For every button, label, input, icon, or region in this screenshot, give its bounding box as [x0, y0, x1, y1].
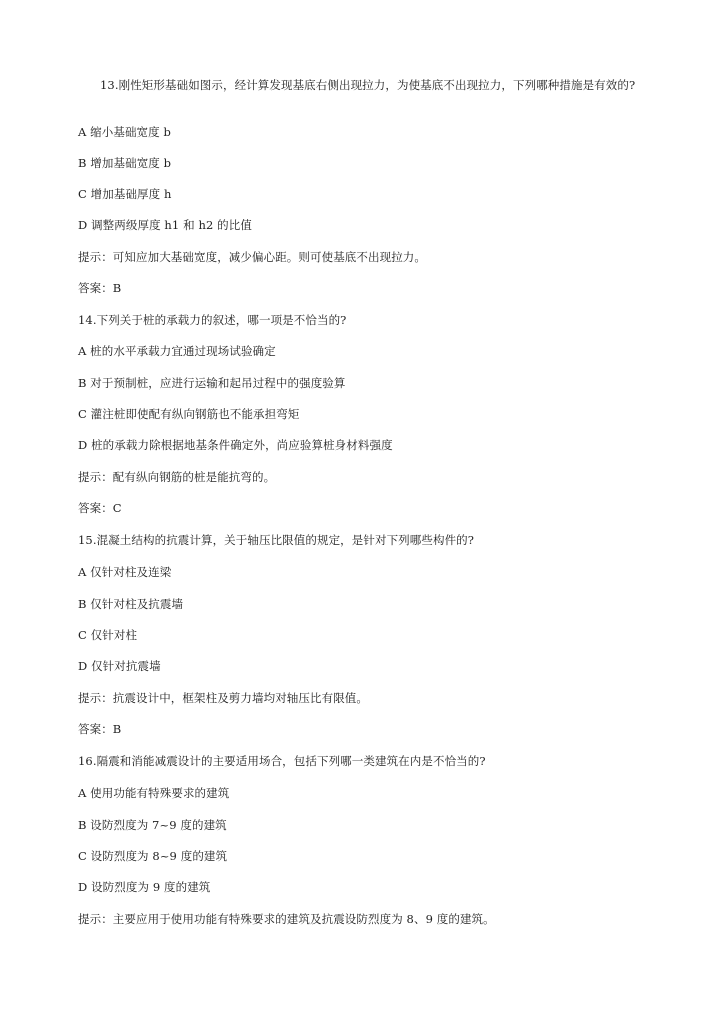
question-16-hint: 提示：主要应用于使用功能有特殊要求的建筑及抗震设防烈度为 8、9 度的建筑。 [78, 912, 495, 926]
question-15-hint: 提示：抗震设计中，框架柱及剪力墙均对轴压比有限值。 [78, 691, 368, 705]
question-14-stem: 14.下列关于桩的承载力的叙述，哪一项是不恰当的? [78, 313, 347, 327]
question-14-option-b: B 对于预制桩，应进行运输和起吊过程中的强度验算 [78, 376, 346, 390]
question-15-stem: 15.混凝土结构的抗震计算，关于轴压比限值的规定，是针对下列哪些构件的? [78, 533, 475, 547]
question-16-option-c: C 设防烈度为 8~9 度的建筑 [78, 849, 228, 863]
question-16-option-b: B 设防烈度为 7~9 度的建筑 [78, 818, 227, 832]
question-14-answer: 答案：C [78, 501, 122, 515]
question-14-option-c: C 灌注桩即使配有纵向钢筋也不能承担弯矩 [78, 407, 300, 421]
question-13-option-a: A 缩小基础宽度 b [78, 125, 171, 139]
question-13-answer: 答案：B [78, 281, 122, 295]
question-15-option-c: C 仅针对柱 [78, 628, 138, 642]
question-14-hint: 提示：配有纵向钢筋的桩是能抗弯的。 [78, 470, 276, 484]
question-15-option-a: A 仅针对柱及连梁 [78, 565, 172, 579]
question-14-option-d: D 桩的承载力除根据地基条件确定外，尚应验算桩身材料强度 [78, 438, 393, 452]
question-13-option-b: B 增加基础宽度 b [78, 156, 172, 170]
question-15-option-b: B 仅针对柱及抗震墙 [78, 597, 184, 611]
question-13-stem: 13.刚性矩形基础如图示，经计算发现基底右侧出现拉力，为使基底不出现拉力，下列哪种措施是有效的? [100, 78, 636, 92]
question-14-option-a: A 桩的水平承载力宜通过现场试验确定 [78, 344, 276, 358]
question-15-answer: 答案：B [78, 722, 122, 736]
question-13-option-d: D 调整两级厚度 h1 和 h2 的比值 [78, 218, 252, 232]
question-16-option-a: A 使用功能有特殊要求的建筑 [78, 786, 230, 800]
question-16-stem: 16.隔震和消能减震设计的主要适用场合，包括下列哪一类建筑在内是不恰当的? [78, 754, 486, 768]
question-16-option-d: D 设防烈度为 9 度的建筑 [78, 880, 211, 894]
question-13-option-c: C 增加基础厚度 h [78, 187, 172, 201]
question-13-hint: 提示：可知应加大基础宽度，减少偏心距。则可使基底不出现拉力。 [78, 250, 426, 264]
question-15-option-d: D 仅针对抗震墙 [78, 659, 161, 673]
